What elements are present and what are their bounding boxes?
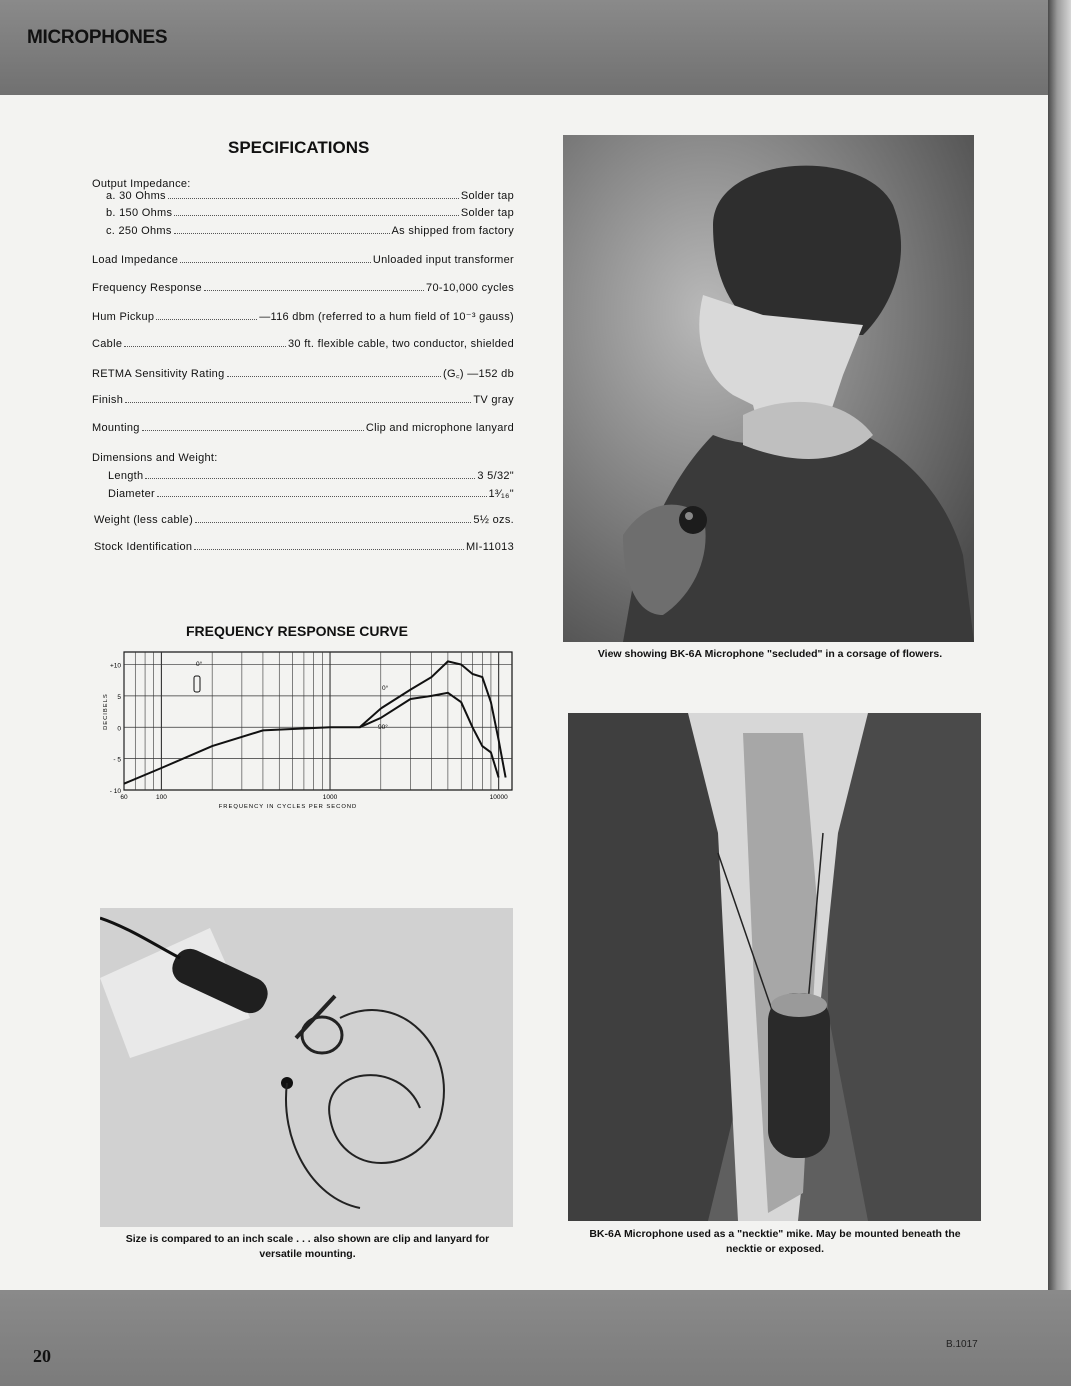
spec-row: Mounting Clip and microphone lanyard	[92, 422, 514, 434]
specifications-heading: SPECIFICATIONS	[228, 138, 370, 157]
page-number: 20	[33, 1346, 51, 1366]
page-edge	[1048, 0, 1071, 1386]
spec-row: Frequency Response 70-10,000 cycles	[92, 282, 514, 294]
y-tick-label: 5	[117, 693, 121, 701]
section-title: MICROPHONES	[27, 27, 168, 48]
y-tick-label: - 10	[109, 788, 121, 795]
y-tick-label: - 5	[113, 756, 121, 764]
spec-row: Length 3 5/32"	[108, 470, 514, 482]
size-comparison-photo	[100, 908, 513, 1227]
woman-profile-illustration	[563, 135, 974, 642]
spec-row: Stock Identification MI-11013	[94, 541, 514, 553]
necktie-illustration	[568, 713, 981, 1221]
microphone-with-clip-illustration	[100, 908, 513, 1227]
spec-row: b. 150 Ohms Solder tap	[106, 207, 514, 219]
necktie-photo-caption: BK-6A Microphone used as a "necktie" mike. May be mounted beneath the necktie or exposed.	[589, 1228, 961, 1255]
spec-row: Load Impedance Unloaded input transformer	[92, 254, 514, 266]
x-tick-label: 60	[120, 794, 128, 801]
spec-row: Finish TV gray	[92, 394, 514, 406]
spec-row: Cable 30 ft. flexible cable, two conductor, shielded	[92, 338, 514, 350]
spec-row: RETMA Sensitivity Rating (G꜀) —152 db	[92, 368, 514, 380]
chart-frame	[124, 652, 512, 790]
spec-row: Weight (less cable) 5½ ozs.	[94, 514, 514, 526]
x-tick-label: 1000	[322, 794, 338, 801]
y-tick-label: +10	[109, 662, 121, 670]
annotation-label: 0°	[382, 685, 389, 692]
header-band	[0, 0, 1071, 100]
spec-row: Hum Pickup —116 dbm (referred to a hum field of 10⁻³ gauss)	[92, 311, 514, 323]
microphone-icon	[194, 676, 200, 692]
size-comparison-caption: Size is compared to an inch scale . . . also shown are clip and lanyard for versatile mounting.	[125, 1233, 490, 1260]
annotation-label: 0°	[196, 661, 203, 668]
spec-row: Diameter 1³⁄₁₆"	[108, 488, 514, 500]
spec-dimensions-label: Dimensions and Weight:	[92, 452, 218, 464]
spec-output-impedance-label: Output Impedance:	[92, 178, 191, 190]
spec-row: c. 250 Ohms As shipped from factory	[106, 225, 514, 237]
annotation-label: 90°	[378, 724, 388, 731]
document-code: B.1017	[946, 1339, 978, 1350]
y-tick-label: 0	[117, 725, 121, 733]
y-axis-label: DECIBELS	[103, 693, 109, 730]
x-axis-label: FREQUENCY IN CYCLES PER SECOND	[218, 804, 358, 810]
footer-band	[0, 1290, 1071, 1386]
frequency-response-chart	[100, 648, 540, 838]
x-tick-label: 100	[155, 794, 167, 801]
frequency-curve-heading: FREQUENCY RESPONSE CURVE	[186, 623, 408, 639]
series-line	[124, 661, 506, 783]
spec-row: a. 30 Ohms Solder tap	[106, 190, 514, 202]
x-tick-label: 10000	[489, 794, 508, 801]
necktie-photo	[568, 713, 981, 1221]
corsage-photo	[563, 135, 974, 642]
corsage-photo-caption: View showing BK-6A Microphone "secluded" in a corsage of flowers.	[597, 648, 943, 660]
